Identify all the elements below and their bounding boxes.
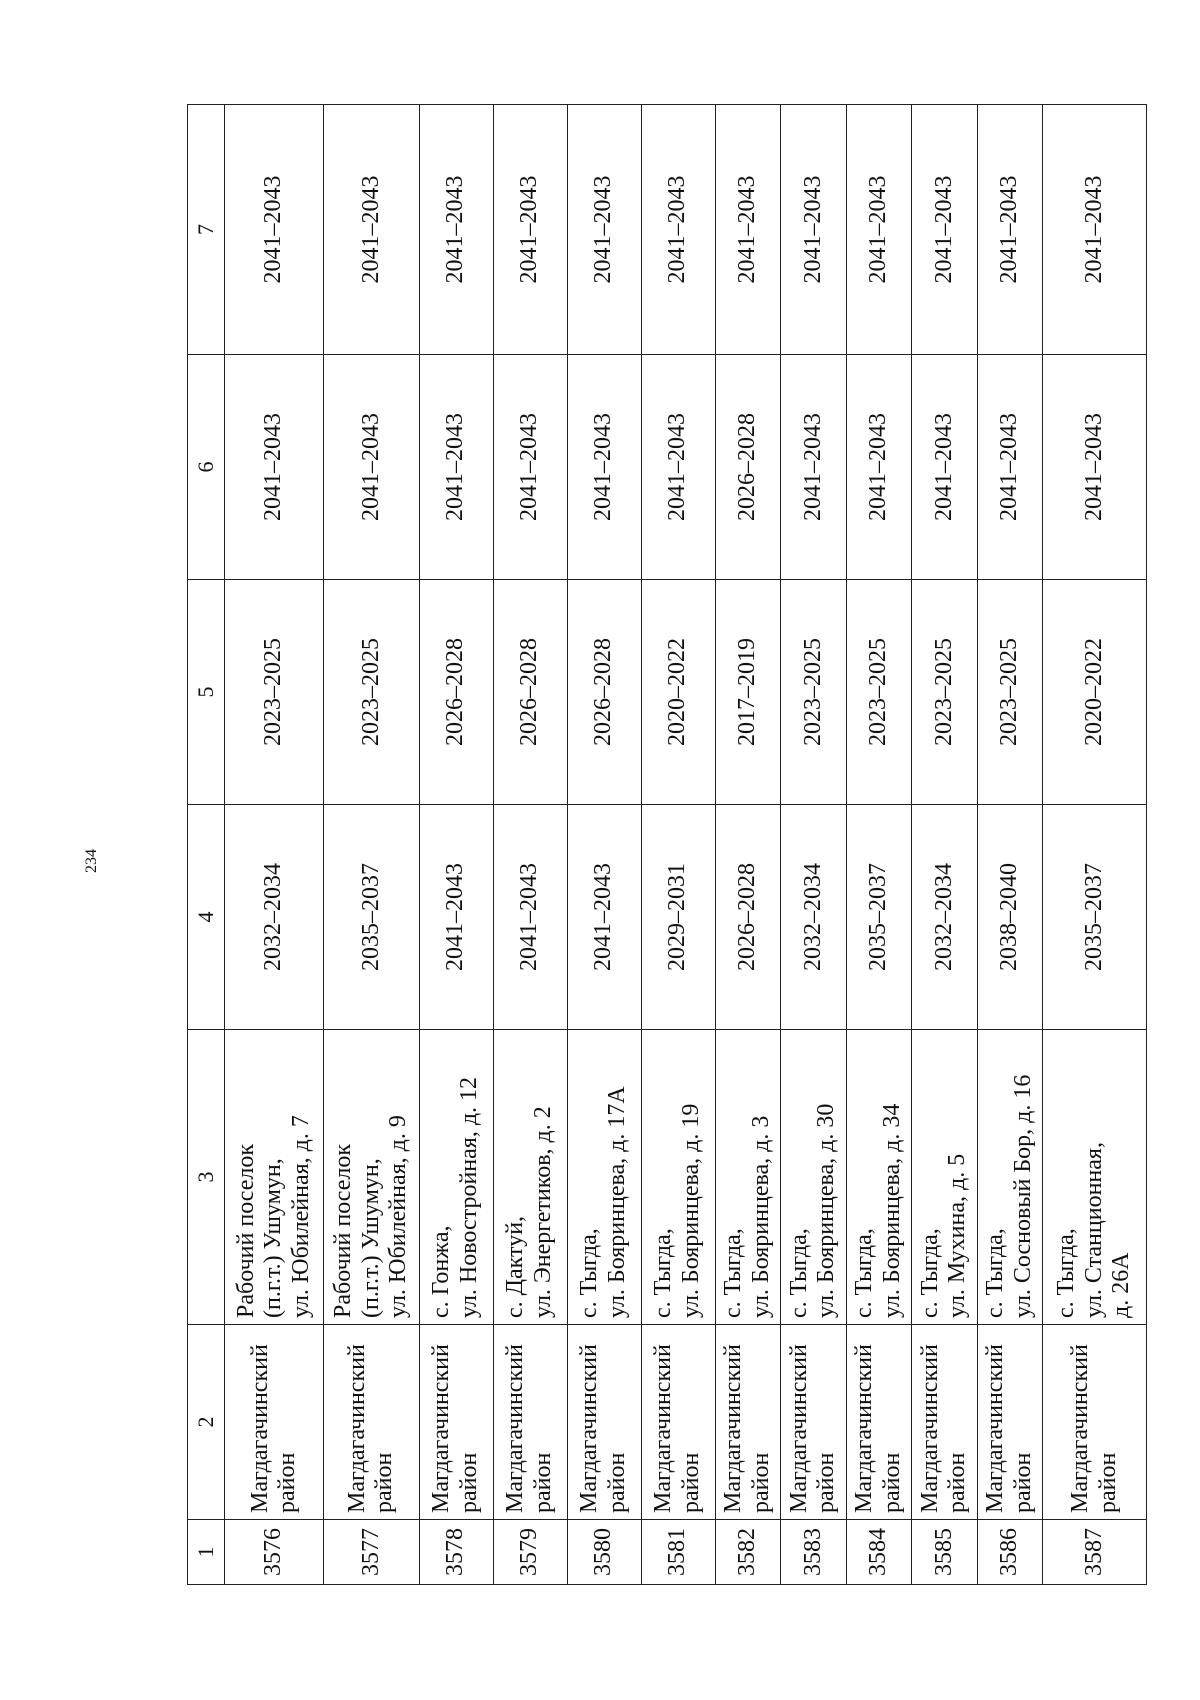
district-cell: Магдагачинский район (225, 1325, 324, 1520)
row-number-cell: 3587 (1043, 1520, 1147, 1585)
period-cell-6: 2041–2043 (1043, 355, 1147, 580)
period-cell-5: 2026–2028 (493, 580, 567, 805)
table-row (1043, 105, 1147, 1585)
address-cell: с. Тыгда, ул. Бояринцева, д. 19 (641, 1030, 715, 1325)
district-cell: Магдагачинский район (567, 1325, 641, 1520)
table-row (324, 105, 419, 1585)
period-cell-6: 2041–2043 (846, 355, 912, 580)
schedule-table (187, 104, 1147, 1585)
period-cell-7: 2041–2043 (977, 105, 1043, 355)
district-cell: Магдагачинский район (324, 1325, 419, 1520)
row-number-cell: 3581 (641, 1520, 715, 1585)
period-cell-6: 2041–2043 (493, 355, 567, 580)
period-cell-6: 2041–2043 (912, 355, 978, 580)
district-cell: Магдагачинский район (493, 1325, 567, 1520)
row-number-cell: 3586 (977, 1520, 1043, 1585)
column-header: 5 (188, 580, 225, 805)
period-cell-7: 2041–2043 (781, 105, 847, 355)
period-cell-4: 2032–2034 (781, 805, 847, 1030)
table-row (912, 105, 978, 1585)
column-header: 3 (188, 1030, 225, 1325)
period-cell-6: 2041–2043 (324, 355, 419, 580)
period-cell-6: 2041–2043 (641, 355, 715, 580)
period-cell-4: 2038–2040 (977, 805, 1043, 1030)
period-cell-5: 2023–2025 (225, 580, 324, 805)
period-cell-6: 2041–2043 (225, 355, 324, 580)
period-cell-6: 2041–2043 (781, 355, 847, 580)
period-cell-5: 2017–2019 (715, 580, 781, 805)
column-header: 1 (188, 1520, 225, 1585)
row-number-cell: 3583 (781, 1520, 847, 1585)
table-row (846, 105, 912, 1585)
period-cell-5: 2023–2025 (977, 580, 1043, 805)
table-row (225, 105, 324, 1585)
period-cell-7: 2041–2043 (324, 105, 419, 355)
district-cell: Магдагачинский район (715, 1325, 781, 1520)
address-cell: с. Гонжа, ул. Новостройная, д. 12 (419, 1030, 493, 1325)
district-cell: Магдагачинский район (641, 1325, 715, 1520)
period-cell-4: 2041–2043 (419, 805, 493, 1030)
period-cell-7: 2041–2043 (419, 105, 493, 355)
table-container (187, 105, 1147, 1585)
row-number-cell: 3578 (419, 1520, 493, 1585)
table-row (641, 105, 715, 1585)
row-number-cell: 3582 (715, 1520, 781, 1585)
row-number-cell: 3584 (846, 1520, 912, 1585)
period-cell-4: 2035–2037 (846, 805, 912, 1030)
period-cell-7: 2041–2043 (493, 105, 567, 355)
period-cell-5: 2023–2025 (846, 580, 912, 805)
address-cell: с. Дактуй, ул. Энергетиков, д. 2 (493, 1030, 567, 1325)
district-cell: Магдагачинский район (977, 1325, 1043, 1520)
address-cell: с. Тыгда, ул. Бояринцева, д. 3 (715, 1030, 781, 1325)
column-header: 4 (188, 805, 225, 1030)
period-cell-6: 2041–2043 (977, 355, 1043, 580)
period-cell-4: 2032–2034 (912, 805, 978, 1030)
table-row (567, 105, 641, 1585)
period-cell-4: 2035–2037 (1043, 805, 1147, 1030)
period-cell-5: 2020–2022 (641, 580, 715, 805)
row-number-cell: 3580 (567, 1520, 641, 1585)
address-cell: с. Тыгда, ул. Сосновый Бор, д. 16 (977, 1030, 1043, 1325)
period-cell-7: 2041–2043 (641, 105, 715, 355)
period-cell-7: 2041–2043 (225, 105, 324, 355)
period-cell-4: 2035–2037 (324, 805, 419, 1030)
column-header: 2 (188, 1325, 225, 1520)
column-header: 7 (188, 105, 225, 355)
address-cell: с. Тыгда, ул. Бояринцева, д. 34 (846, 1030, 912, 1325)
address-cell: с. Тыгда, ул. Бояринцева, д. 30 (781, 1030, 847, 1325)
table-row (977, 105, 1043, 1585)
header-row (188, 105, 225, 1585)
period-cell-5: 2023–2025 (781, 580, 847, 805)
row-number-cell: 3579 (493, 1520, 567, 1585)
period-cell-4: 2041–2043 (493, 805, 567, 1030)
district-cell: Магдагачинский район (419, 1325, 493, 1520)
district-cell: Магдагачинский район (846, 1325, 912, 1520)
table-row (419, 105, 493, 1585)
page-number: 234 (83, 849, 100, 873)
table-body (225, 105, 1147, 1585)
district-cell: Магдагачинский район (912, 1325, 978, 1520)
district-cell: Магдагачинский район (781, 1325, 847, 1520)
row-number-cell: 3577 (324, 1520, 419, 1585)
period-cell-6: 2041–2043 (419, 355, 493, 580)
table-row (493, 105, 567, 1585)
period-cell-7: 2041–2043 (715, 105, 781, 355)
period-cell-6: 2026–2028 (715, 355, 781, 580)
address-cell: Рабочий поселок (п.г.т.) Ушумун, ул. Юбилейная, д. 7 (225, 1030, 324, 1325)
period-cell-5: 2023–2025 (912, 580, 978, 805)
period-cell-4: 2032–2034 (225, 805, 324, 1030)
period-cell-4: 2026–2028 (715, 805, 781, 1030)
period-cell-5: 2020–2022 (1043, 580, 1147, 805)
table-row (715, 105, 781, 1585)
column-header: 6 (188, 355, 225, 580)
period-cell-4: 2029–2031 (641, 805, 715, 1030)
row-number-cell: 3585 (912, 1520, 978, 1585)
address-cell: с. Тыгда, ул. Мухина, д. 5 (912, 1030, 978, 1325)
period-cell-4: 2041–2043 (567, 805, 641, 1030)
address-cell: Рабочий поселок (п.г.т.) Ушумун, ул. Юбилейная, д. 9 (324, 1030, 419, 1325)
period-cell-7: 2041–2043 (567, 105, 641, 355)
row-number-cell: 3576 (225, 1520, 324, 1585)
district-cell: Магдагачинский район (1043, 1325, 1147, 1520)
period-cell-5: 2023–2025 (324, 580, 419, 805)
period-cell-7: 2041–2043 (1043, 105, 1147, 355)
address-cell: с. Тыгда, ул. Бояринцева, д. 17А (567, 1030, 641, 1325)
period-cell-5: 2026–2028 (419, 580, 493, 805)
period-cell-5: 2026–2028 (567, 580, 641, 805)
period-cell-6: 2041–2043 (567, 355, 641, 580)
period-cell-7: 2041–2043 (846, 105, 912, 355)
address-cell: с. Тыгда, ул. Станционная, д. 26А (1043, 1030, 1147, 1325)
table-row (781, 105, 847, 1585)
period-cell-7: 2041–2043 (912, 105, 978, 355)
